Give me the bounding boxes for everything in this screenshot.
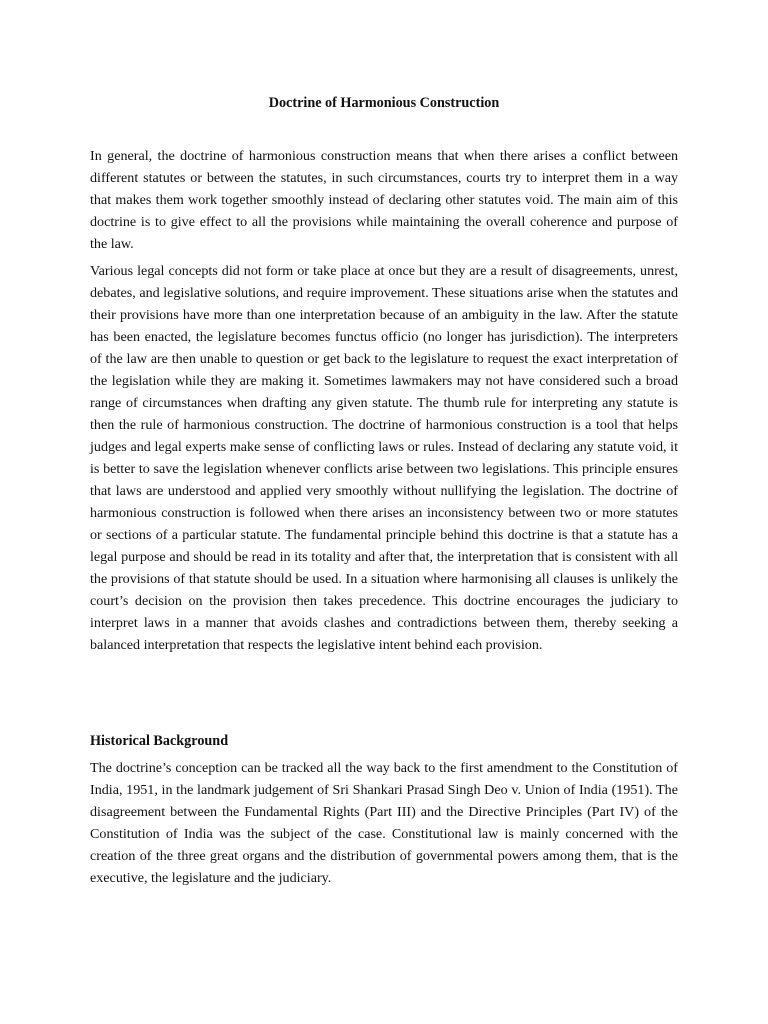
intro-paragraph: In general, the doctrine of harmonious construction means that when there arises a conflict between different statutes or between the statutes, in such circumstances, courts try to interpret them in a way that makes them work together smoothly instead of declaring other statutes void. The main aim of this doctrine is to give effect to all the provisions while maintaining the overall coherence and purpose of the law.: [90, 148, 678, 252]
section-heading: Historical Background: [90, 733, 229, 749]
section-paragraph: The doctrine’s conception can be tracked all the way back to the first amendment to the Constitution of India, 1951, in the landmark judgement of Sri Shankari Prasad Singh Deo v. Union of India (1951). The disagreement between the Fundamental Rights (Part III) and the Directive Principles (Part IV) of the Constitution of India was the subject of the case. Constitutional law is mainly concerned with the creation of the three great organs and the distribution of governmental powers among them, that is the executive, the legislature and the judiciary.: [90, 760, 678, 886]
body-paragraph: Various legal concepts did not form or take place at once but they are a result of disagreements, unrest, debates, and legislative solutions, and require improvement. These situations arise when the statutes and their provisions have more than one interpretation because of an ambiguity in the law. After the statute has been enacted, the legislature becomes functus officio (no longer has jurisdiction). The interpreters of the law are then unable to question or get back to the legislature to request the exact interpretation of the legislation while they are making it. Sometimes lawmakers may not have considered such a broad range of circumstances when drafting any given statute. The thumb rule for interpreting any statute is then the rule of harmonious construction. The doctrine of harmonious construction is a tool that helps judges and legal experts make sense of conflicting laws or rules. Instead of declaring any statute void, it is better to save the legislation whenever conflicts arise between two legislations. This principle ensures that laws are understood and applied very smoothly without nullifying the legislation. The doctrine of harmonious construction is followed when there arises an inconsistency between two or more statutes or sections of a particular statute. The fundamental principle behind this doctrine is that a statute has a legal purpose and should be read in its totality and after that, the interpretation that is consistent with all the provisions of that statute should be used. In a situation where harmonising all clauses is unlikely the court’s decision on the provision then takes precedence. This doctrine encourages the judiciary to interpret laws in a manner that avoids clashes and contradictions between them, thereby seeking a balanced interpretation that respects the legislative intent behind each provision.: [90, 263, 678, 653]
document-title: Doctrine of Harmonious Construction: [268, 95, 500, 111]
